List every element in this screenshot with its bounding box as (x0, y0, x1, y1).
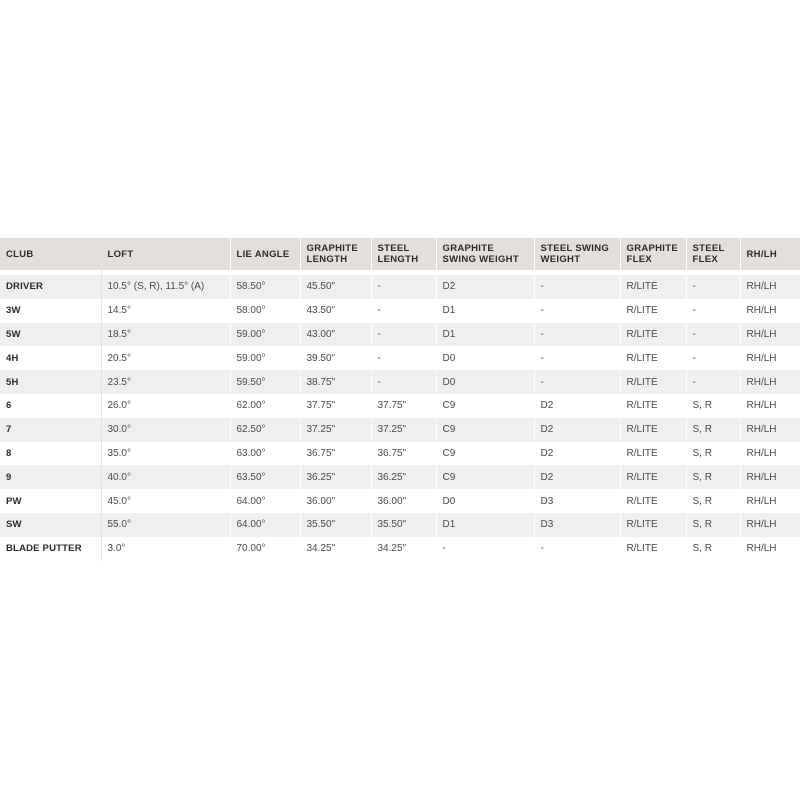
table-cell-club: 5W (0, 323, 101, 347)
table-cell-graphite-flex: R/LITE (620, 323, 686, 347)
table-cell-loft: 40.0° (101, 465, 230, 489)
table-cell-lie-angle: 58.50° (230, 275, 300, 299)
table-cell-steel-swing-weight: D2 (534, 418, 620, 442)
table-cell-graphite-swing-weight: D1 (436, 299, 534, 323)
table-row (0, 442, 800, 466)
column-header-steel-length: STEEL LENGTH (371, 238, 436, 270)
table-cell-steel-swing-weight: - (534, 537, 620, 561)
table-cell-steel-flex: S, R (686, 465, 740, 489)
table-row (0, 299, 800, 323)
table-cell-steel-length: 34.25" (371, 537, 436, 561)
table-cell-steel-swing-weight: - (534, 346, 620, 370)
club-spec-table (0, 238, 800, 561)
table-cell-steel-flex: S, R (686, 418, 740, 442)
table-cell-loft: 55.0° (101, 513, 230, 537)
table-cell-steel-swing-weight: - (534, 275, 620, 299)
table-cell-rh-lh: RH/LH (740, 465, 800, 489)
table-cell-steel-flex: S, R (686, 489, 740, 513)
table-cell-steel-swing-weight: D3 (534, 489, 620, 513)
table-cell-graphite-flex: R/LITE (620, 394, 686, 418)
table-cell-graphite-length: 36.00" (300, 489, 371, 513)
table-cell-graphite-flex: R/LITE (620, 489, 686, 513)
table-row (0, 323, 800, 347)
table-cell-steel-flex: S, R (686, 442, 740, 466)
table-cell-steel-length: 35.50" (371, 513, 436, 537)
table-cell-graphite-flex: R/LITE (620, 275, 686, 299)
table-cell-steel-swing-weight: - (534, 370, 620, 394)
table-cell-club: 9 (0, 465, 101, 489)
table-cell-steel-swing-weight: - (534, 323, 620, 347)
table-row (0, 394, 800, 418)
table-cell-lie-angle: 64.00° (230, 513, 300, 537)
column-header-loft: LOFT (101, 238, 230, 270)
column-header-steel-swing-weight: STEEL SWING WEIGHT (534, 238, 620, 270)
table-cell-graphite-swing-weight: C9 (436, 442, 534, 466)
table-cell-rh-lh: RH/LH (740, 537, 800, 561)
table-cell-club: SW (0, 513, 101, 537)
table-cell-lie-angle: 63.00° (230, 442, 300, 466)
table-cell-steel-swing-weight: D2 (534, 442, 620, 466)
table-cell-steel-flex: S, R (686, 394, 740, 418)
table-cell-lie-angle: 62.50° (230, 418, 300, 442)
table-cell-loft: 18.5° (101, 323, 230, 347)
table-row (0, 489, 800, 513)
table-cell-steel-swing-weight: D3 (534, 513, 620, 537)
table-cell-graphite-swing-weight: D0 (436, 489, 534, 513)
table-cell-loft: 20.5° (101, 346, 230, 370)
table-cell-steel-length: - (371, 299, 436, 323)
table-cell-lie-angle: 70.00° (230, 537, 300, 561)
table-cell-graphite-swing-weight: D0 (436, 370, 534, 394)
table-cell-graphite-length: 43.00" (300, 323, 371, 347)
table-cell-lie-angle: 59.00° (230, 323, 300, 347)
table-cell-steel-length: 36.25" (371, 465, 436, 489)
table-cell-steel-flex: S, R (686, 537, 740, 561)
table-body (0, 270, 800, 561)
table-row (0, 275, 800, 299)
table-cell-rh-lh: RH/LH (740, 370, 800, 394)
table-cell-graphite-flex: R/LITE (620, 537, 686, 561)
table-cell-steel-length: 37.75" (371, 394, 436, 418)
table-row (0, 537, 800, 561)
table-cell-loft: 35.0° (101, 442, 230, 466)
table-cell-graphite-flex: R/LITE (620, 299, 686, 323)
table-cell-steel-flex: S, R (686, 513, 740, 537)
column-header-lie-angle: LIE ANGLE (230, 238, 300, 270)
table-cell-steel-length: 36.75" (371, 442, 436, 466)
table-cell-lie-angle: 62.00° (230, 394, 300, 418)
table-cell-graphite-swing-weight: D2 (436, 275, 534, 299)
table-cell-graphite-length: 38.75" (300, 370, 371, 394)
table-row (0, 465, 800, 489)
table-cell-loft: 30.0° (101, 418, 230, 442)
table-cell-graphite-length: 34.25" (300, 537, 371, 561)
table-cell-graphite-flex: R/LITE (620, 346, 686, 370)
table-cell-graphite-length: 35.50" (300, 513, 371, 537)
table-cell-loft: 14.5° (101, 299, 230, 323)
table-cell-graphite-swing-weight: - (436, 537, 534, 561)
table-cell-steel-swing-weight: D2 (534, 465, 620, 489)
table-cell-lie-angle: 58.00° (230, 299, 300, 323)
table-cell-rh-lh: RH/LH (740, 489, 800, 513)
table-header-row (0, 238, 800, 270)
table-row (0, 418, 800, 442)
table-cell-rh-lh: RH/LH (740, 275, 800, 299)
table-cell-club: 4H (0, 346, 101, 370)
table-cell-club: 5H (0, 370, 101, 394)
table-cell-steel-length: - (371, 370, 436, 394)
table-cell-steel-flex: - (686, 299, 740, 323)
column-header-rh-lh: RH/LH (740, 238, 800, 270)
table-cell-graphite-length: 36.75" (300, 442, 371, 466)
table-cell-graphite-swing-weight: D0 (436, 346, 534, 370)
table-cell-loft: 45.0° (101, 489, 230, 513)
spec-table-container (0, 238, 800, 561)
table-cell-graphite-length: 39.50" (300, 346, 371, 370)
column-header-club: CLUB (0, 238, 101, 270)
table-cell-graphite-swing-weight: C9 (436, 394, 534, 418)
table-cell-graphite-flex: R/LITE (620, 442, 686, 466)
table-cell-loft: 3.0° (101, 537, 230, 561)
table-cell-club: 7 (0, 418, 101, 442)
table-cell-graphite-length: 37.75" (300, 394, 371, 418)
table-cell-graphite-flex: R/LITE (620, 465, 686, 489)
table-cell-club: 3W (0, 299, 101, 323)
column-header-graphite-length: GRAPHITE LENGTH (300, 238, 371, 270)
table-cell-graphite-length: 37.25" (300, 418, 371, 442)
table-cell-lie-angle: 63.50° (230, 465, 300, 489)
table-cell-steel-length: - (371, 323, 436, 347)
table-cell-steel-flex: - (686, 275, 740, 299)
table-cell-graphite-flex: R/LITE (620, 370, 686, 394)
table-cell-loft: 26.0° (101, 394, 230, 418)
column-header-graphite-flex: GRAPHITE FLEX (620, 238, 686, 270)
table-cell-steel-length: 37.25" (371, 418, 436, 442)
table-cell-rh-lh: RH/LH (740, 299, 800, 323)
column-header-steel-flex: STEEL FLEX (686, 238, 740, 270)
table-cell-club: 8 (0, 442, 101, 466)
table-cell-loft: 23.5° (101, 370, 230, 394)
table-cell-steel-length: 36.00" (371, 489, 436, 513)
table-cell-rh-lh: RH/LH (740, 418, 800, 442)
column-header-graphite-swing-weight: GRAPHITE SWING WEIGHT (436, 238, 534, 270)
table-cell-graphite-swing-weight: C9 (436, 465, 534, 489)
table-cell-steel-length: - (371, 346, 436, 370)
table-cell-club: BLADE PUTTER (0, 537, 101, 561)
table-cell-loft: 10.5° (S, R), 11.5° (A) (101, 275, 230, 299)
table-cell-steel-length: - (371, 275, 436, 299)
table-cell-graphite-swing-weight: C9 (436, 418, 534, 442)
table-row (0, 370, 800, 394)
table-cell-steel-flex: - (686, 370, 740, 394)
table-cell-graphite-length: 36.25" (300, 465, 371, 489)
table-cell-graphite-flex: R/LITE (620, 418, 686, 442)
table-cell-steel-swing-weight: - (534, 299, 620, 323)
table-cell-graphite-swing-weight: D1 (436, 323, 534, 347)
table-cell-rh-lh: RH/LH (740, 394, 800, 418)
table-cell-steel-swing-weight: D2 (534, 394, 620, 418)
table-cell-graphite-swing-weight: D1 (436, 513, 534, 537)
table-cell-rh-lh: RH/LH (740, 513, 800, 537)
table-row (0, 513, 800, 537)
table-cell-club: PW (0, 489, 101, 513)
table-cell-steel-flex: - (686, 323, 740, 347)
table-cell-graphite-length: 43.50" (300, 299, 371, 323)
table-cell-rh-lh: RH/LH (740, 323, 800, 347)
table-row (0, 346, 800, 370)
table-cell-club: 6 (0, 394, 101, 418)
table-cell-rh-lh: RH/LH (740, 346, 800, 370)
table-cell-graphite-flex: R/LITE (620, 513, 686, 537)
table-cell-graphite-length: 45.50" (300, 275, 371, 299)
table-cell-lie-angle: 64.00° (230, 489, 300, 513)
table-cell-steel-flex: - (686, 346, 740, 370)
table-cell-lie-angle: 59.50° (230, 370, 300, 394)
table-cell-club: DRIVER (0, 275, 101, 299)
table-cell-lie-angle: 59.00° (230, 346, 300, 370)
table-cell-rh-lh: RH/LH (740, 442, 800, 466)
